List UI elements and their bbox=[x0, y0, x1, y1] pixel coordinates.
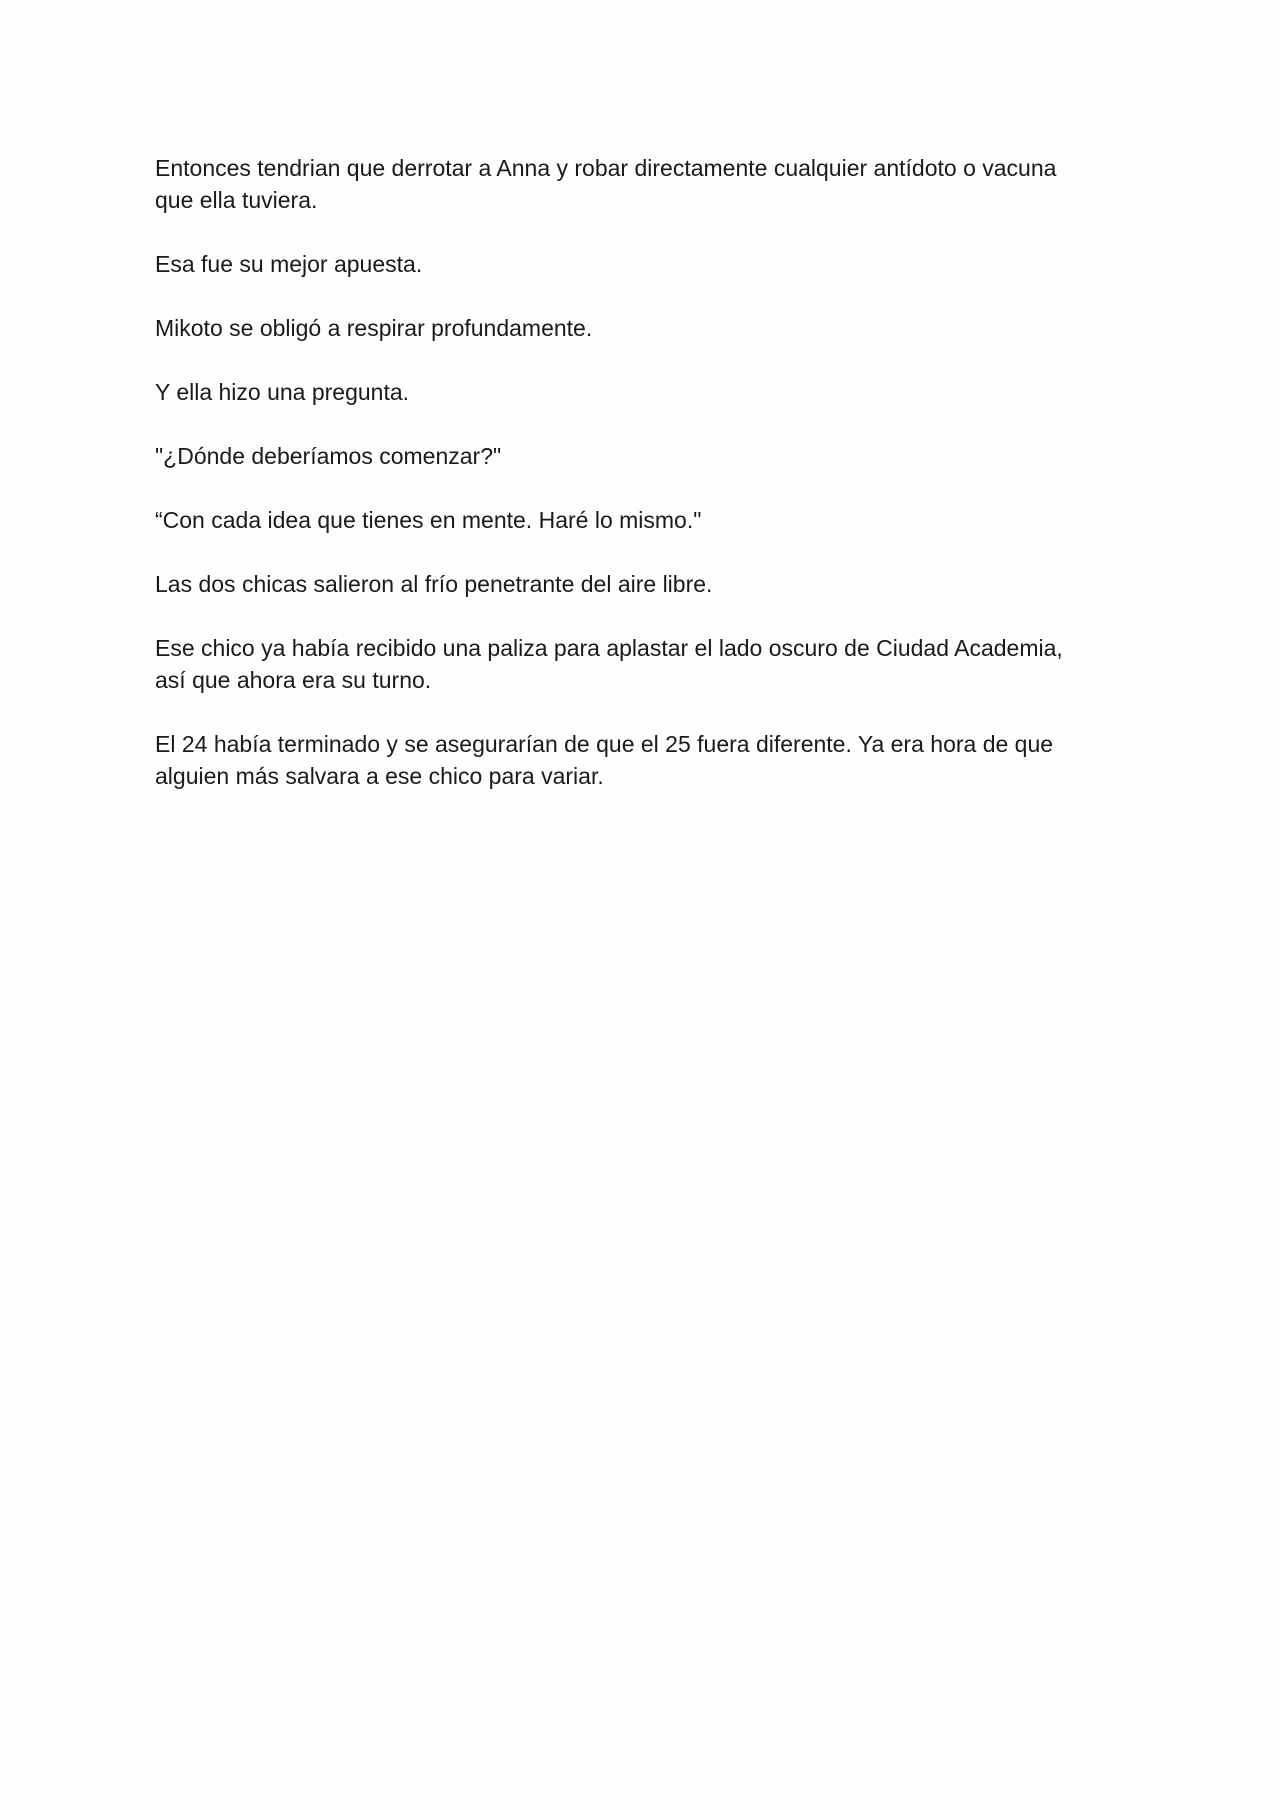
paragraph bbox=[155, 504, 1115, 536]
text-line: que ella tuviera. bbox=[155, 187, 318, 213]
text-line: El 24 había terminado y se asegurarían de que el 25 fuera diferente. Ya era hora de que bbox=[155, 731, 1054, 757]
paragraph bbox=[155, 632, 1115, 696]
paragraph bbox=[155, 728, 1115, 792]
text-line: “Con cada idea que tienes en mente. Haré lo mismo." bbox=[155, 507, 702, 533]
paragraph bbox=[155, 376, 1115, 408]
text-line: Y ella hizo una pregunta. bbox=[155, 379, 410, 405]
text-line: "¿Dónde deberíamos comenzar?" bbox=[155, 443, 502, 469]
paragraph bbox=[155, 312, 1115, 344]
text-line: Las dos chicas salieron al frío penetrante del aire libre. bbox=[155, 571, 713, 597]
paragraph bbox=[155, 440, 1115, 472]
paragraph bbox=[155, 568, 1115, 600]
text-line: así que ahora era su turno. bbox=[155, 667, 432, 693]
text-line: Mikoto se obligó a respirar profundamente. bbox=[155, 315, 593, 341]
paragraph bbox=[155, 152, 1115, 216]
text-line: Esa fue su mejor apuesta. bbox=[155, 251, 423, 277]
text-line: Ese chico ya había recibido una paliza para aplastar el lado oscuro de Ciudad Academia, bbox=[155, 635, 1063, 661]
text-line: alguien más salvara a ese chico para variar. bbox=[155, 763, 604, 789]
text-line: Entonces tendrian que derrotar a Anna y robar directamente cualquier antídoto o vacuna bbox=[155, 155, 1057, 181]
document-body bbox=[155, 152, 1115, 824]
paragraph bbox=[155, 248, 1115, 280]
